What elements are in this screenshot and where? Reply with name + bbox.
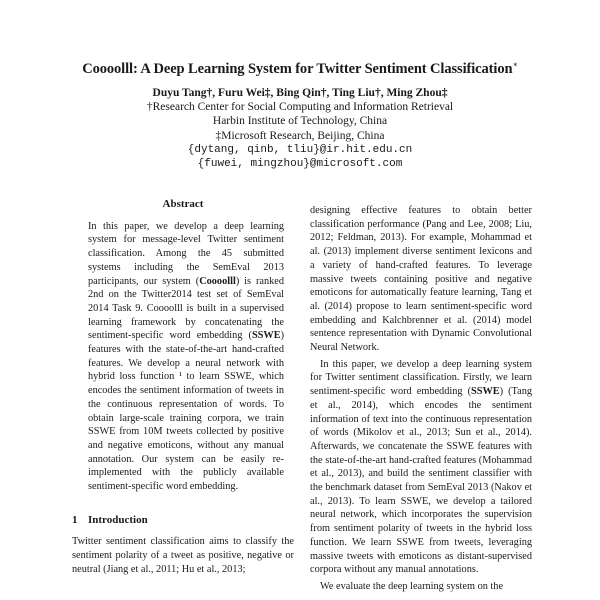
title-footnote-mark: ∗ (512, 60, 518, 69)
right-column (310, 204, 532, 594)
sswe-term: SSWE (251, 330, 281, 342)
right-paragraph-1: designing effective features to obtain better classification performance (Pang and Lee, 2008; Liu, 2012; Feldman, 2013). For example, Mohammad et al. (2013) implement diverse sentiment lexicons and a variety of hand-crafted features. To leverage massive tweets containing positive and negative emoticons for automatically feature learning, Tang et al. (2014) propose to learn sentiment-specific word embedding and Kalchbrenner et al. (2014) model sentence representation with Dynamic Convolutional Neural Network. (310, 205, 532, 354)
para2-part-2: ) (Tang et al., 2014), which encodes the sentiment information of text into the continuous representation of words (Mikolov et al., 2013; Sun et al., 2014). Afterwards, we concatenate the SSWE features with the state-of-the-art hand-crafted features (Mohammad et al., 2013), and build the sentiment classifier with the benchmark dataset from SemEval 2013 (Nakov et al., 2013). To learn SSWE, we develop a tailored neural network, which incorporates the supervision from sentiment polarity of tweets in the hybrid loss function. We learn SSWE from tweets, leveraging massive tweets with emoticons as distant-supervised corpora without any manual annotations. (310, 386, 532, 576)
abstract-text (88, 220, 284, 494)
right-paragraph-3: We evaluate the deep learning system on the (320, 580, 504, 592)
paper-title (0, 60, 600, 78)
left-column (72, 198, 294, 577)
section-number: 1 (72, 513, 78, 526)
abstract-part-3: ) features with the state-of-the-art hand-crafted features. We develop a neural network with hybrid loss function ¹ to learn SSWE, which encodes the sentiment information of tweets in the continuous representation of words. To obtain large-scale training corpora, we train SSWE from 10M tweets collected by positive and negative emoticons, without any manual annotation. Our system can be easily re-implemented with the publicly available sentiment-specific word embedding. (88, 330, 284, 493)
system-name: Coooolll (199, 275, 236, 287)
affiliation-1: †Research Center for Social Computing and Information Retrieval (146, 101, 454, 114)
abstract-part-1: In this paper, we develop a deep learning system for message-level Twitter sentiment classification. Among the 45 submitted systems including the SemEval 2013 participants, our system ( (88, 220, 284, 287)
section-title: Introduction (88, 513, 148, 526)
affiliation-2: ‡Microsoft Research, Beijing, China (215, 129, 385, 142)
para2-part-1: In this paper, we develop a deep learning system for Twitter sentiment classification. Firstly, we learn sentiment-specific word embedding ( (310, 358, 532, 398)
email-1: {dytang, qinb, tliu}@ir.hit.edu.cn (187, 143, 413, 156)
author-names: Duyu Tang†, Furu Wei‡, Bing Qin†, Ting Liu†, Ming Zhou‡ (152, 87, 448, 99)
sswe-term-2: SSWE (471, 386, 500, 398)
abstract-heading: Abstract (162, 198, 204, 210)
section-heading-introduction (72, 514, 294, 528)
right-paragraph-2 (310, 358, 532, 577)
author-block (0, 86, 600, 171)
intro-paragraph: Twitter sentiment classification aims to classify the sentiment polarity of a tweet as positive, negative or neutral (Jiang et al., 2011; Hu et al., 2013; (72, 536, 294, 575)
email-2: {fuwei, mingzhou}@microsoft.com (197, 158, 403, 171)
abstract-body (72, 220, 294, 494)
affiliation-1b: Harbin Institute of Technology, China (212, 115, 388, 128)
abstract-part-2: ) is ranked 2nd on the Twitter2014 test set of SemEval 2014 Task 9. Coooolll is built in a supervised learning framework by concatenating the sentiment-specific word embedding ( (88, 275, 284, 342)
title-text: Coooolll: A Deep Learning System for Twitter Sentiment Classification (82, 60, 513, 77)
